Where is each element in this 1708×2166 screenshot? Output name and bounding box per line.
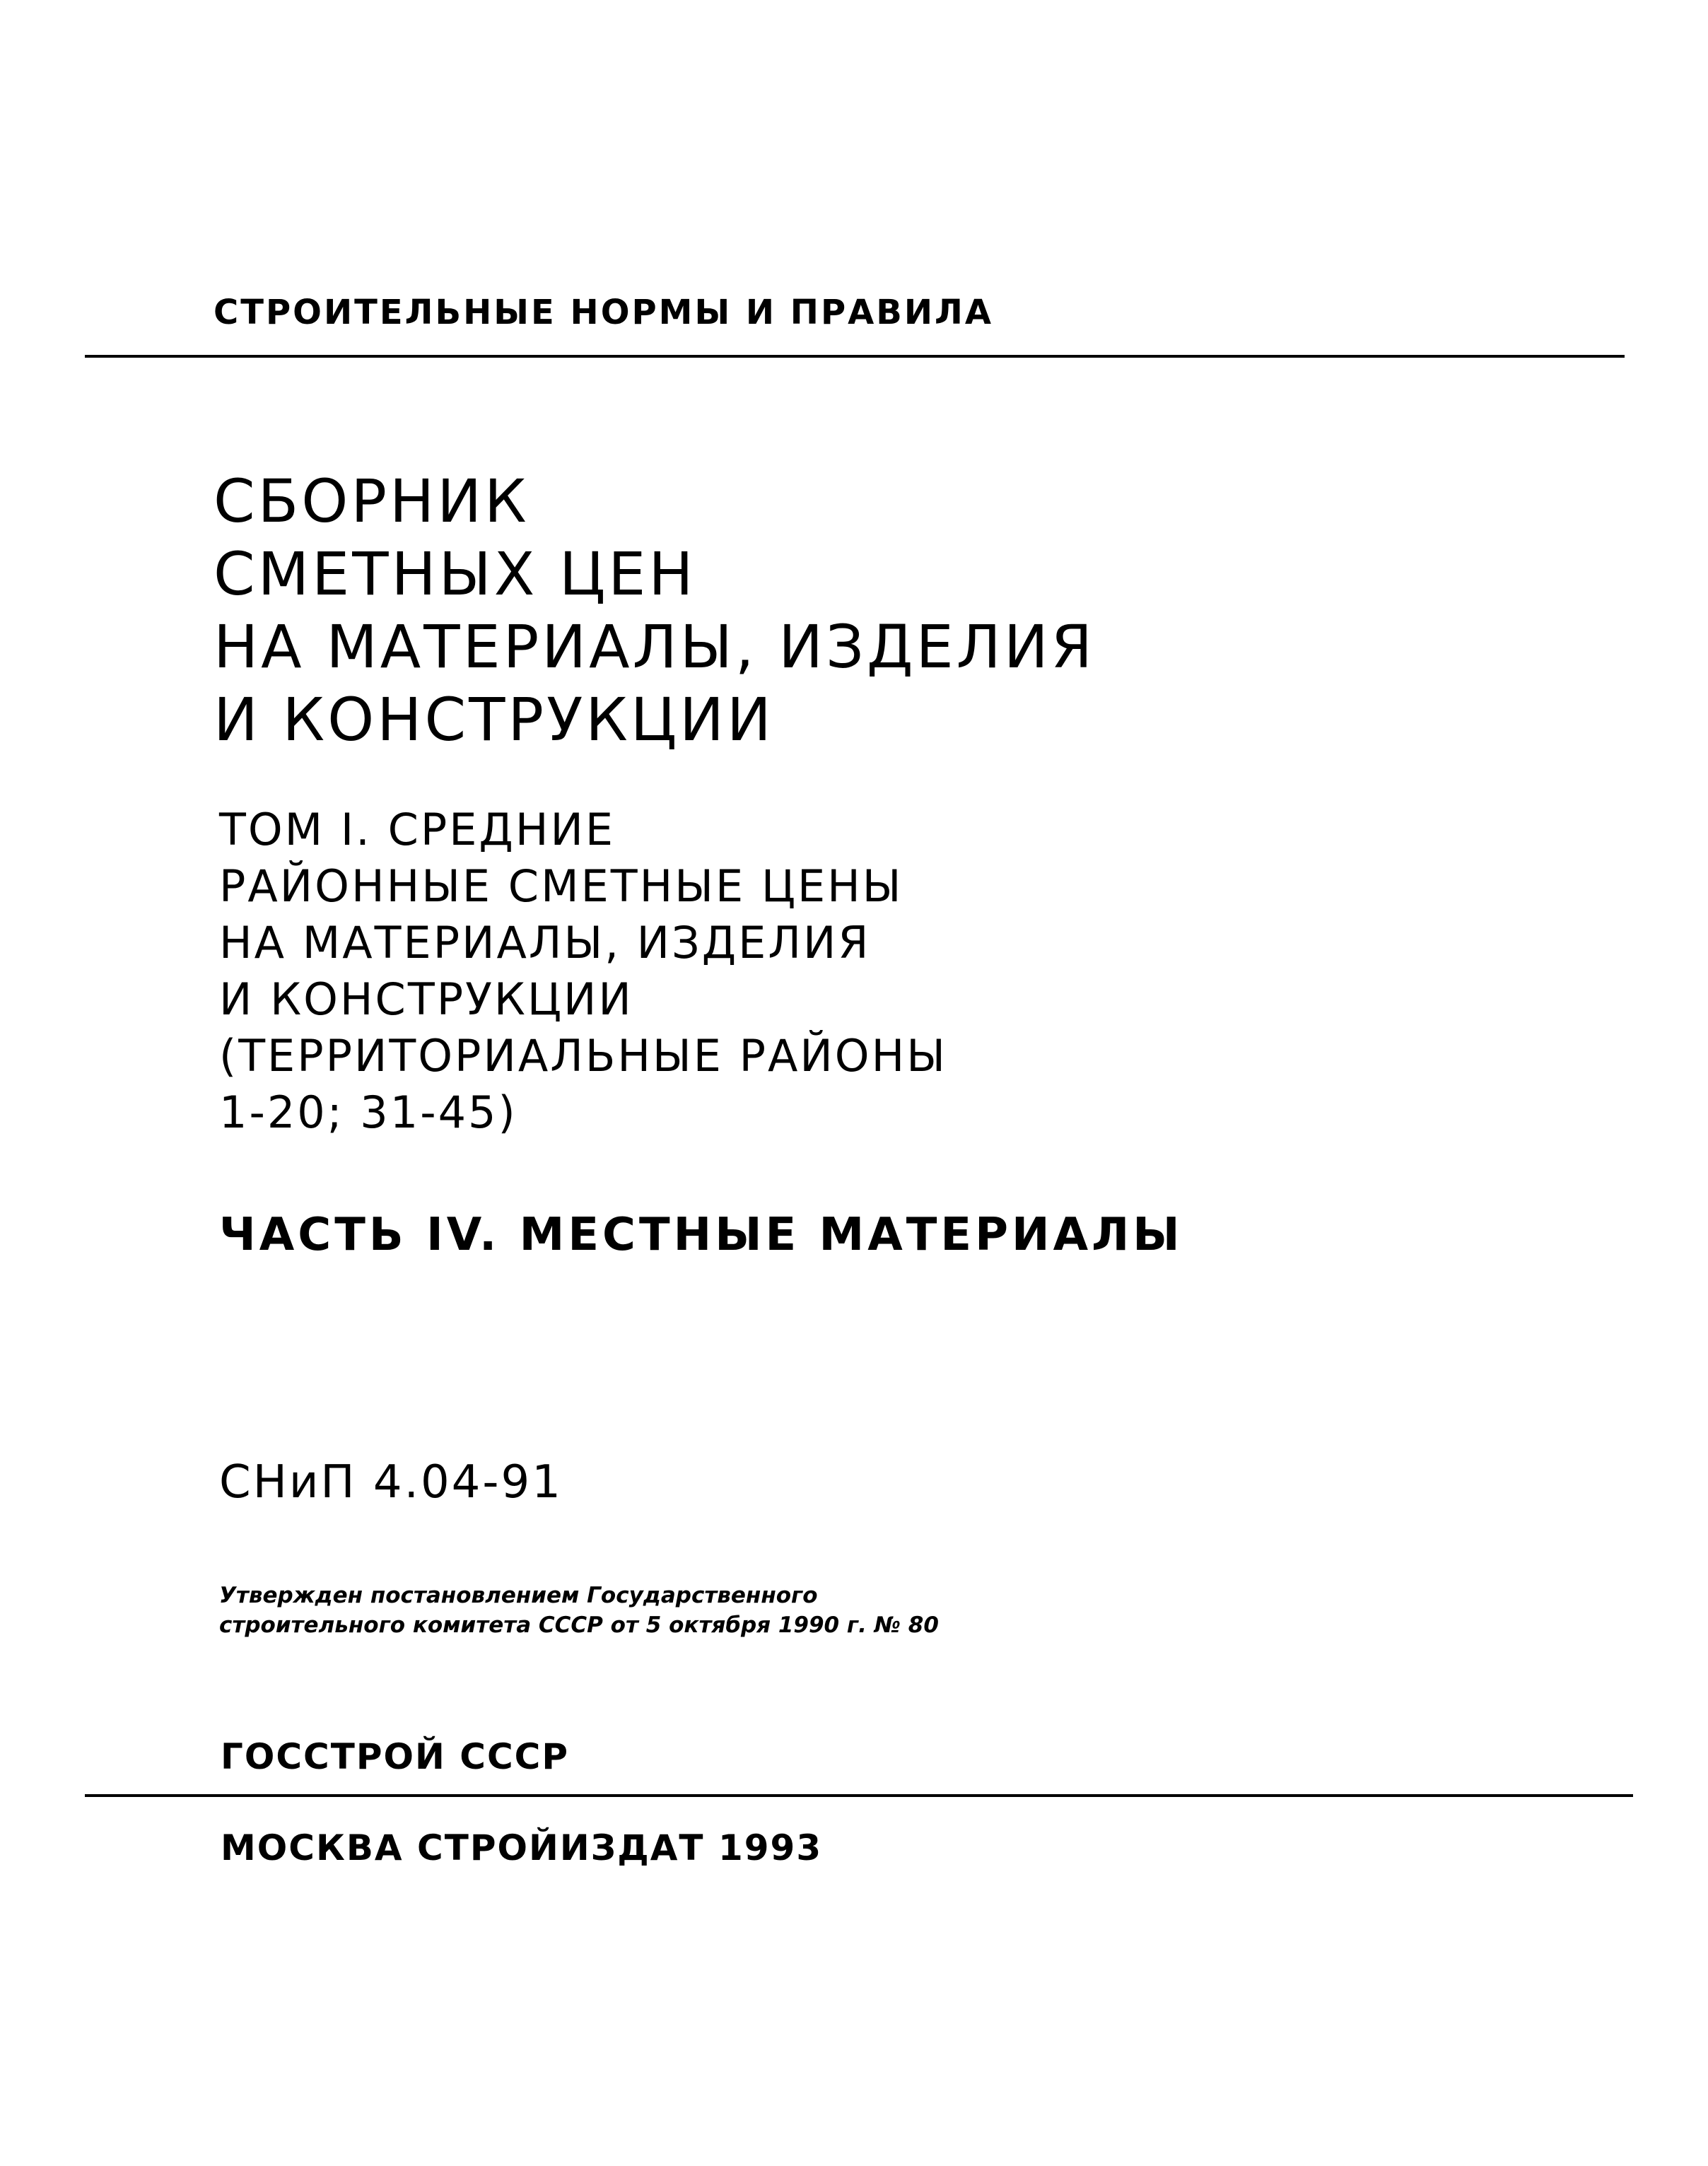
volume-title-line: НА МАТЕРИАЛЫ, ИЗДЕЛИЯ [219, 917, 871, 968]
bottom-divider [85, 1794, 1633, 1797]
imprint: МОСКВА СТРОЙИЗДАТ 1993 [221, 1827, 823, 1868]
document-code: СНиП 4.04-91 [219, 1456, 563, 1509]
part-title: ЧАСТЬ IV. МЕСТНЫЕ МАТЕРИАЛЫ [219, 1209, 1183, 1261]
book-title [214, 465, 1095, 756]
book-title-line: И КОНСТРУКЦИИ [214, 685, 774, 754]
book-title-line: НА МАТЕРИАЛЫ, ИЗДЕЛИЯ [214, 612, 1096, 681]
volume-title [219, 802, 947, 1141]
series-heading: СТРОИТЕЛЬНЫЕ НОРМЫ И ПРАВИЛА [214, 293, 994, 332]
publisher: ГОССТРОЙ СССР [221, 1736, 569, 1777]
book-title-line: СМЕТНЫХ ЦЕН [214, 539, 696, 609]
approval-line: Утвержден постановлением Государственного [219, 1583, 818, 1608]
approval-note [219, 1581, 939, 1640]
volume-title-line: И КОНСТРУКЦИИ [219, 973, 633, 1025]
volume-title-line: 1-20; 31-45) [219, 1087, 517, 1138]
volume-title-line: ТОМ I. СРЕДНИЕ [219, 804, 616, 855]
top-divider [85, 355, 1625, 358]
approval-line: строительного комитета СССР от 5 октября 1990 г. № 80 [219, 1612, 939, 1638]
volume-title-line: РАЙОННЫЕ СМЕТНЫЕ ЦЕНЫ [219, 860, 903, 912]
book-title-line: СБОРНИК [214, 467, 530, 536]
volume-title-line: (ТЕРРИТОРИАЛЬНЫЕ РАЙОНЫ [219, 1030, 947, 1082]
